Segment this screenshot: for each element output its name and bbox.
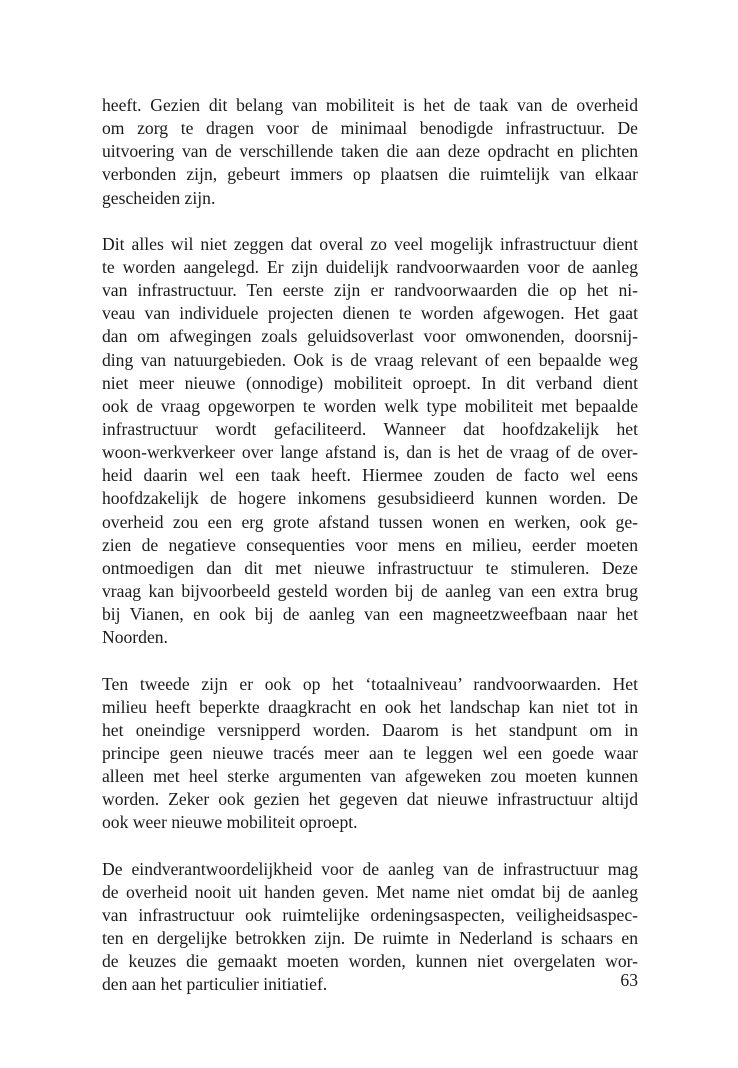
text-line: vraag kan bijvoorbeeld gesteld worden bij de aanleg van een extra brug [102,580,638,601]
text-line: woon-werkverkeer over lange afstand is, dan is het de vraag of de over- [102,442,638,463]
text-line: om zorg te dragen voor de minimaal benodigde infrastructuur. De [102,118,638,139]
text-line: heeft. Gezien dit belang van mobiliteit is het de taak van de overheid [102,95,638,115]
body-text [102,94,638,996]
text-line: uitvoering van de verschillende taken die aan deze opdracht en plichten [102,141,638,162]
text-line: dan om afwegingen zoals geluidsoverlast voor omwonenden, doorsnij- [102,326,638,347]
page-number: 63 [620,970,638,990]
text-line: te worden aangelegd. Er zijn duidelijk randvoorwaarden voor de aanleg [102,256,638,277]
text-line: Dit alles wil niet zeggen dat overal zo veel mogelijk infrastructuur dient [102,233,638,254]
text-line: gescheiden zijn. [102,187,216,208]
text-line: ten en dergelijke betrokken zijn. De ruimte in Nederland is schaars en [102,928,638,949]
text-line: Ten tweede zijn er ook op het ‘totaalniveau’ randvoorwaarden. Het [102,673,638,694]
text-line: de keuzes die gemaakt moeten worden, kunnen niet overgelaten wor- [102,951,638,972]
text-line: De eindverantwoordelijkheid voor de aanleg van de infrastructuur mag [102,858,638,879]
text-line: bij Vianen, en ook bij de aanleg van een magneetzweefbaan naar het [102,604,638,625]
text-line: van infrastructuur ook ruimtelijke ordeningsaspecten, veiligheidsaspec- [102,904,638,925]
text-line: de overheid nooit uit handen geven. Met name niet omdat bij de aanleg [102,881,638,902]
text-line: zien de negatieve consequenties voor mens en milieu, eerder moeten [102,534,638,555]
paragraph [102,94,638,210]
text-line: ding van natuurgebieden. Ook is de vraag relevant of een bepaalde weg [102,349,638,370]
text-line: ook weer nieuwe mobiliteit oproept. [102,812,358,833]
paragraph [102,233,638,650]
text-line: verbonden zijn, gebeurt immers op plaatsen die ruimtelijk van elkaar [102,164,638,185]
text-line: Noorden. [102,627,168,648]
text-line: ontmoedigen dan dit met nieuwe infrastructuur te stimuleren. Deze [102,557,638,578]
text-line: infrastructuur wordt gefaciliteerd. Wanneer dat hoofdzakelijk het [102,418,638,439]
text-line: van infrastructuur. Ten eerste zijn er randvoorwaarden die op het ni- [102,280,638,301]
text-line: het oneindige versnipperd worden. Daarom is het standpunt om in [102,719,638,740]
text-line: den aan het particulier initiatief. [102,974,328,995]
text-line: alleen met heel sterke argumenten van afgeweken zou moeten kunnen [102,766,638,787]
paragraph [102,858,638,997]
text-line: worden. Zeker ook gezien het gegeven dat nieuwe infrastructuur altijd [102,789,638,810]
text-line: veau van individuele projecten dienen te worden afgewogen. Het gaat [102,303,638,324]
text-line: niet meer nieuwe (onnodige) mobiliteit oproept. In dit verband dient [102,372,638,393]
paragraph [102,673,638,835]
text-line: overheid zou een erg grote afstand tussen wonen en werken, ook ge- [102,511,638,532]
text-line: ook de vraag opgeworpen te worden welk type mobiliteit met bepaalde [102,395,638,416]
text-line: principe geen nieuwe tracés meer aan te leggen wel een goede waar [102,742,638,763]
text-line: heid daarin wel een taak heeft. Hiermee zouden de facto wel eens [102,465,638,486]
text-line: milieu heeft beperkte draagkracht en ook het landschap kan niet tot in [102,696,638,717]
text-line: hoofdzakelijk de hogere inkomens gesubsidieerd kunnen worden. De [102,488,638,509]
